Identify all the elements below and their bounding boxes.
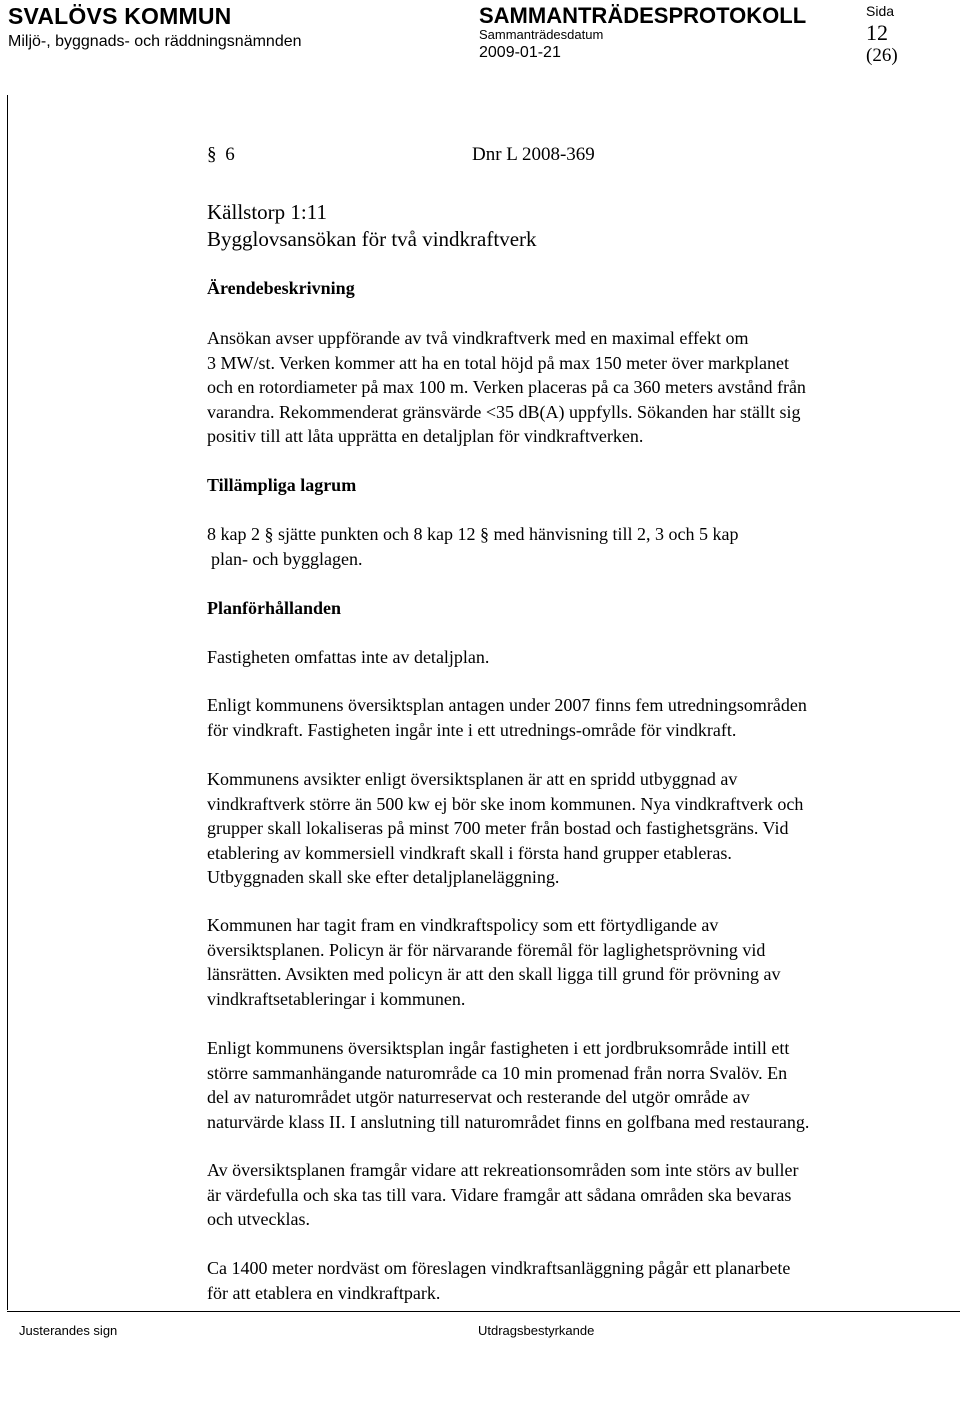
law-ref-1: 8 kap 2 bbox=[207, 524, 260, 544]
plan-paragraph-3 bbox=[207, 767, 947, 890]
text-line: Enligt kommunens översiktsplan antagen under 2007 finns fem utredningsområden bbox=[207, 695, 807, 715]
organization-name: SVALÖVS KOMMUN bbox=[8, 3, 232, 29]
plan-paragraph-6 bbox=[207, 1158, 947, 1232]
case-paragraph-number bbox=[207, 144, 235, 166]
law-ref-3: med hänvisning till 2, 3 och 5 kap bbox=[493, 524, 739, 544]
page-number: 12 bbox=[866, 20, 888, 45]
justifier-signature-label: Justerandes sign bbox=[19, 1323, 118, 1338]
left-margin-rule bbox=[7, 95, 8, 1310]
text-line: Enligt kommunens översiktsplan ingår fastigheten i ett jordbruksområde intill ett bbox=[207, 1038, 790, 1058]
text-line: för att etablera en vindkraftpark. bbox=[207, 1282, 441, 1303]
text-line: positiv till att låta upprätta en detaljplan för vindkraftverken. bbox=[207, 426, 644, 446]
plan-paragraph-7 bbox=[207, 1256, 947, 1305]
description-heading: Ärendebeskrivning bbox=[207, 278, 355, 298]
text-line: del av naturområdet utgör naturreservat och resterande del utgör område av bbox=[207, 1087, 750, 1107]
text-line: plan- och bygglagen. bbox=[211, 548, 363, 569]
law-heading: Tillämpliga lagrum bbox=[207, 475, 357, 495]
text-line: etablering av kommersiell vindkraft skall i första hand grupper etableras. bbox=[207, 842, 732, 863]
text-line: Ca 1400 meter nordväst om föreslagen vindkraftsanläggning pågår ett planarbete bbox=[207, 1258, 791, 1278]
text-line: större sammanhängande naturområde ca 10 min promenad från norra Svalöv. En bbox=[207, 1062, 788, 1083]
extract-certification-label: Utdragsbestyrkande bbox=[478, 1323, 595, 1338]
text-line: Ansökan avser uppförande av två vindkraftverk med en maximal effekt om bbox=[207, 328, 749, 348]
law-paragraph bbox=[207, 522, 947, 571]
footer-rule bbox=[7, 1311, 960, 1312]
text-line: naturvärde klass II. I anslutning till naturområdet finns en golfbana med restaurang. bbox=[207, 1111, 810, 1132]
case-dnr: Dnr L 2008-369 bbox=[472, 144, 595, 165]
description-paragraph bbox=[207, 326, 947, 449]
text-line: Av översiktsplanen framgår vidare att rekreationsområden som inte störs av buller bbox=[207, 1160, 799, 1180]
plan-paragraph-5 bbox=[207, 1036, 947, 1134]
text-line: är värdefulla och ska tas till vara. Vidare framgår att sådana områden ska bevaras bbox=[207, 1184, 792, 1205]
text-line: vindkraftverk större än 500 kw ej bör ske inom kommunen. Nya vindkraftverk och bbox=[207, 793, 804, 814]
committee-name: Miljö-, byggnads- och räddningsnämnden bbox=[8, 33, 302, 50]
text-line: vindkraftsetableringar i kommunen. bbox=[207, 988, 466, 1009]
text-line: länsrätten. Avsikten med policyn är att den skall ligga till grund för prövning av bbox=[207, 964, 781, 984]
section-sign: § bbox=[207, 144, 217, 165]
meeting-date-label: Sammanträdesdatum bbox=[479, 27, 604, 42]
text-line bbox=[207, 522, 947, 547]
plan-heading: Planförhållanden bbox=[207, 598, 342, 618]
title-line-property: Källstorp 1:11 bbox=[207, 200, 327, 224]
section-sign: § bbox=[479, 524, 489, 544]
text-line: varandra. Rekommenderat gränsvärde <35 dB(A) uppfylls. Sökanden har ställt sig bbox=[207, 401, 801, 422]
text-line: översiktsplanen. Policyn är för närvarande föremål för laglighetsprövning vid bbox=[207, 939, 766, 960]
page-total: (26) bbox=[866, 45, 898, 66]
text-line: och en rotordiameter på max 100 m. Verken placeras på ca 360 meters avstånd från bbox=[207, 377, 806, 397]
law-ref-2: sjätte punkten och 8 kap 12 bbox=[278, 524, 476, 544]
plan-paragraph-2 bbox=[207, 693, 947, 742]
case-number: 6 bbox=[225, 144, 235, 165]
plan-paragraph-4 bbox=[207, 913, 947, 1011]
text-line: Kommunens avsikter enligt översiktsplanen är att en spridd utbyggnad av bbox=[207, 769, 738, 789]
page-label: Sida bbox=[866, 3, 895, 19]
text-line: Kommunen har tagit fram en vindkraftspolicy som ett förtydligande av bbox=[207, 915, 719, 935]
plan-paragraph-1: Fastigheten omfattas inte av detaljplan. bbox=[207, 647, 490, 667]
meeting-date: 2009-01-21 bbox=[479, 44, 561, 61]
text-line: 3 MW/st. Verken kommer att ha en total höjd på max 150 meter över markplanet bbox=[207, 352, 790, 373]
text-line: grupper skall lokaliseras på minst 700 meter från bostad och fastighetsgräns. Vid bbox=[207, 818, 789, 838]
protocol-title: SAMMANTRÄDESPROTOKOLL bbox=[479, 3, 807, 28]
case-title bbox=[207, 199, 947, 253]
title-line-subject: Bygglovsansökan för två vindkraftverk bbox=[207, 227, 537, 251]
section-sign: § bbox=[264, 524, 274, 544]
text-line: för vindkraft. Fastigheten ingår inte i ett utrednings-område för vindkraft. bbox=[207, 719, 737, 740]
text-line: och utvecklas. bbox=[207, 1209, 310, 1229]
text-line: Utbyggnaden skall ske efter detaljplaneläggning. bbox=[207, 867, 560, 887]
